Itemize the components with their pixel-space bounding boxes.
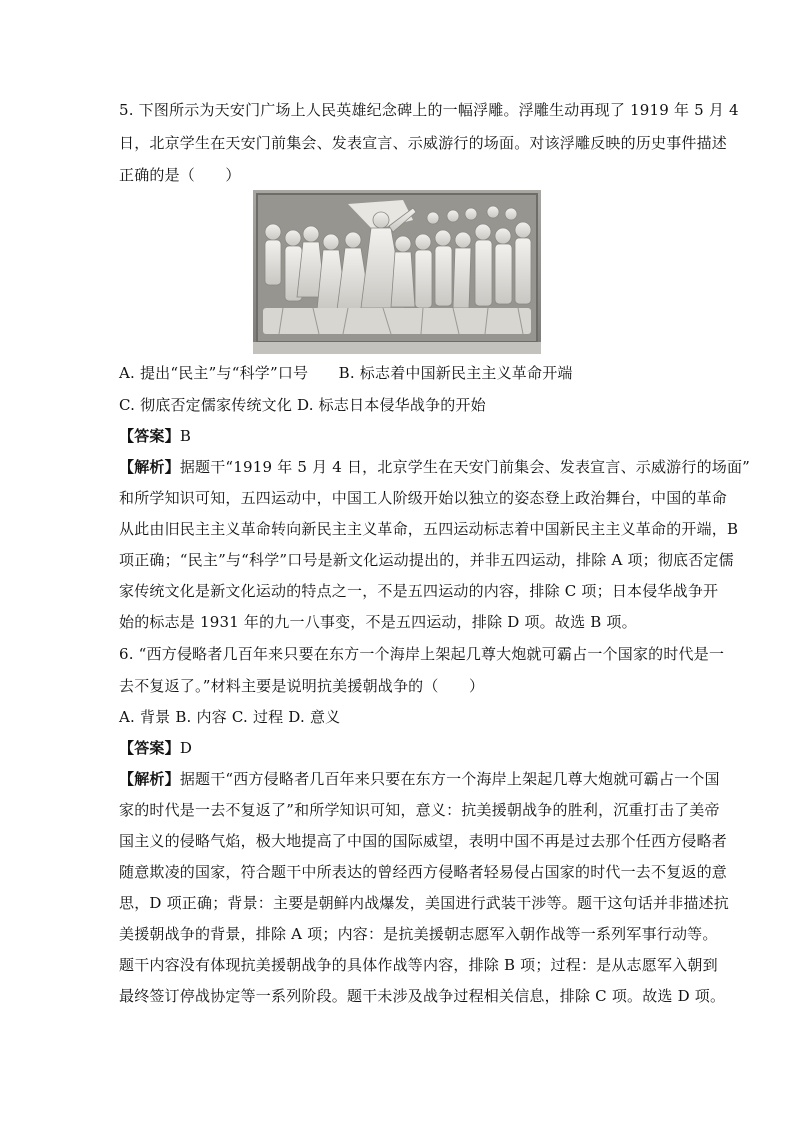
q5-analysis-line-5: 家传统文化是新文化运动的特点之一，不是五四运动的内容，排除 C 项；日本侵华战争开 <box>119 582 719 600</box>
q6-analysis-line-2: 家的时代是一去不复返了”和所学知识可知，意义：抗美援朝战争的胜利，沉重打击了美帝 <box>119 801 720 819</box>
q5-stem-line-2: 日，北京学生在天安门前集会、发表宣言、示威游行的场面。对该浮雕反映的历史事件描述 <box>119 134 728 152</box>
q5-answer-value: B <box>179 427 192 445</box>
q6-answer <box>119 738 679 758</box>
q5-analysis-line-6: 始的标志是 1931 年的九一八事变，不是五四运动，排除 D 项。故选 B 项。 <box>119 613 637 631</box>
q5-analysis-label: 【解析】 <box>119 458 180 476</box>
q5-answer-label: 【答案】 <box>119 427 180 445</box>
q6-analysis-line-8: 最终签订停战协定等一系列阶段。题干未涉及战争过程相关信息，排除 C 项。故选 D 项。 <box>119 987 726 1005</box>
q5-analysis-line-4: 项正确；“民主”与“科学”口号是新文化运动提出的，并非五四运动，排除 A 项；彻底否定儒 <box>119 551 734 569</box>
q5-analysis-line-3: 从此由旧民主主义革命转向新民主主义革命，五四运动标志着中国新民主主义革命的开端，B <box>119 520 739 538</box>
q6-analysis-line-5: 思，D 项正确；背景：主要是朝鲜内战爆发，美国进行武装干涉等。题干这句话并非描述抗 <box>119 894 729 912</box>
q5-stem-line-1: 5. 下图所示为天安门广场上人民英雄纪念碑上的一幅浮雕。浮雕生动再现了 1919 年 5 月 4 <box>119 101 739 119</box>
q5-answer <box>119 426 679 446</box>
q5-analysis-text-1: 据题干“1919 年 5 月 4 日，北京学生在天安门前集会、发表宣言、示威游行的场面” <box>179 458 751 476</box>
q6-answer-value: D <box>179 739 193 757</box>
q5-analysis-line-1 <box>119 457 751 477</box>
q6-analysis-line-4: 随意欺凌的国家，符合题干中所表达的曾经西方侵略者轻易侵占国家的时代一去不复返的意 <box>119 863 728 881</box>
q5-options-line-2: C. 彻底否定儒家传统文化 D. 标志日本侵华战争的开始 <box>119 396 486 414</box>
q5-options-line-1: A. 提出“民主”与“科学”口号 B. 标志着中国新民主主义革命开端 <box>119 364 573 382</box>
q5-analysis-line-2: 和所学知识可知，五四运动中，中国工人阶级开始以独立的姿态登上政治舞台，中国的革命 <box>119 489 728 507</box>
q6-analysis-label: 【解析】 <box>119 770 180 788</box>
q6-analysis-text-1: 据题干“西方侵略者几百年来只要在东方一个海岸上架起几尊大炮就可霸占一个国 <box>179 770 720 788</box>
q6-stem-line-1: 6. “西方侵略者几百年来只要在东方一个海岸上架起几尊大炮就可霸占一个国家的时代是一 <box>119 645 725 663</box>
q6-analysis-line-6: 美援朝战争的背景，排除 A 项；内容：是抗美援朝志愿军入朝作战等一系列军事行动等。 <box>119 925 718 943</box>
q5-stem-line-3: 正确的是（ ） <box>119 166 241 184</box>
q6-analysis-line-7: 题干内容没有体现抗美援朝战争的具体作战等内容，排除 B 项；过程：是从志愿军入朝到 <box>119 956 718 974</box>
relief-sculpture-illustration <box>253 190 541 354</box>
relief-sculpture-image <box>253 190 541 354</box>
q6-answer-label: 【答案】 <box>119 739 180 757</box>
q6-options-line-1: A. 背景 B. 内容 C. 过程 D. 意义 <box>119 708 341 726</box>
q6-analysis-line-1 <box>119 769 720 789</box>
q6-analysis-line-3: 国主义的侵略气焰，极大地提高了中国的国际威望，表明中国不再是过去那个任西方侵略者 <box>119 832 728 850</box>
q6-stem-line-2: 去不复返了。”材料主要是说明抗美援朝战争的（ ） <box>119 677 485 695</box>
